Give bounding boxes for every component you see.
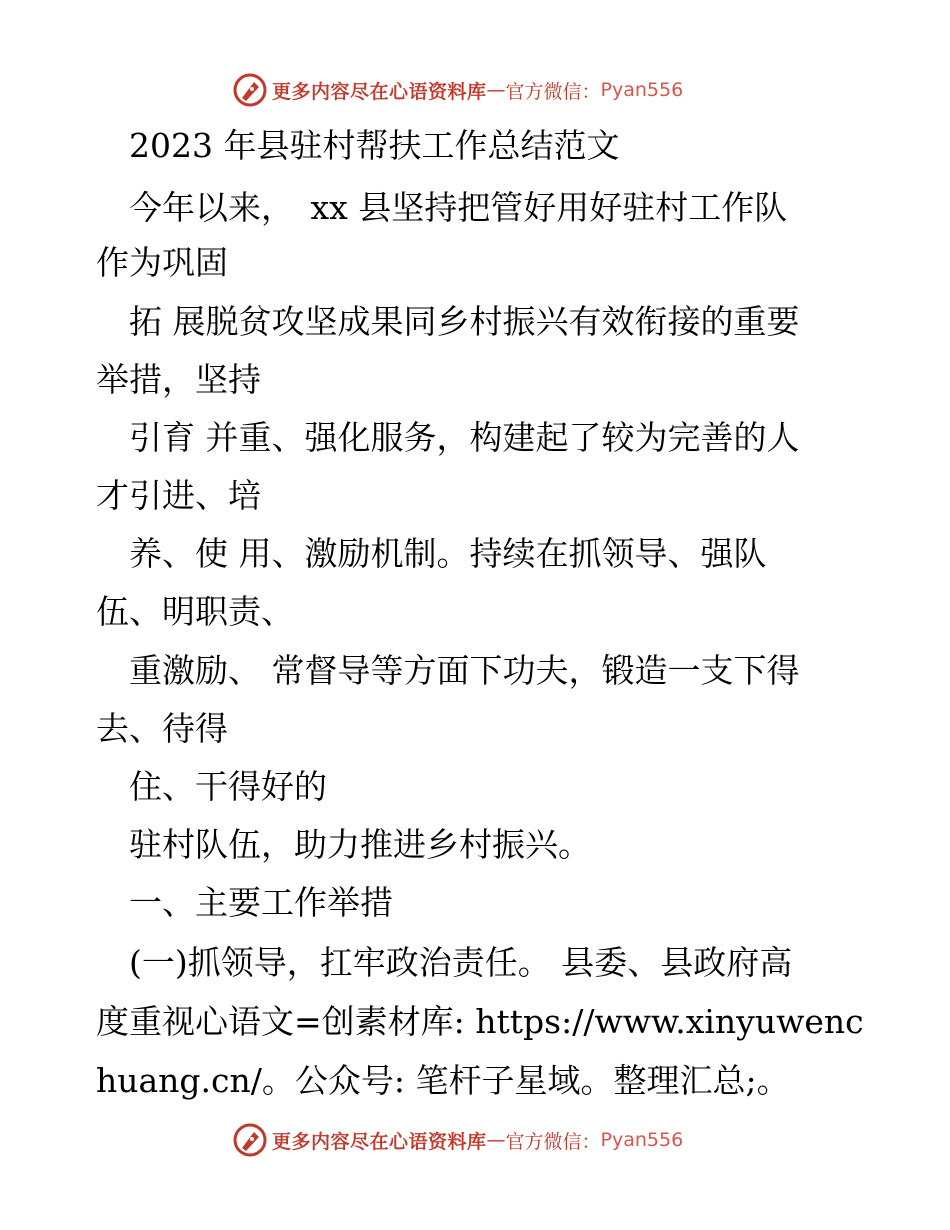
pen-nib-logo-icon	[232, 1122, 268, 1158]
banner-wechat-handle: Pyan556	[600, 79, 684, 101]
paragraph-line: 今年以来， xx 县坚持把管好用好驻村工作队	[96, 188, 788, 227]
paragraph-line: 驻村队伍，助力推进乡村振兴。	[96, 825, 591, 864]
paragraph-line: huang.cn/。公众号: 笔杆子星域。整理汇总;。	[96, 1061, 790, 1100]
paragraph-line: 度重视心语文=创素材库: https://www.xinyuwenc	[96, 1002, 864, 1041]
paragraph-line: 重激励、 常督导等方面下功夫，锻造一支下得	[96, 651, 800, 690]
paragraph-line: 引育 并重、强化服务，构建起了较为完善的人	[96, 418, 800, 457]
paragraph-line: (一)抓领导，扛牢政治责任。 县委、县政府高	[96, 943, 793, 982]
banner-wechat-label: 官方微信：	[505, 1130, 601, 1153]
banner-lead-text: 更多内容尽在心语资料库	[272, 80, 487, 103]
paragraph-line: 作为巩固	[96, 243, 228, 282]
section-heading: 一、主要工作举措	[96, 883, 393, 922]
banner-wechat-label: 官方微信：	[505, 80, 601, 103]
banner-dash: —	[486, 1129, 506, 1151]
banner-lead-text: 更多内容尽在心语资料库	[272, 1130, 487, 1153]
pen-nib-logo-icon	[232, 72, 268, 108]
paragraph-line: 住、干得好的	[96, 767, 327, 806]
document-title: 2023 年县驻村帮扶工作总结范文	[96, 126, 620, 165]
paragraph-line: 才引进、培	[96, 476, 261, 515]
banner-dash: —	[486, 79, 506, 101]
footer-watermark-banner	[232, 1120, 712, 1160]
paragraph-line: 去、待得	[96, 709, 228, 748]
banner-wechat-handle: Pyan556	[600, 1129, 684, 1151]
paragraph-line: 伍、明职责、	[96, 592, 294, 631]
paragraph-line: 拓 展脱贫攻坚成果同乡村振兴有效衔接的重要	[96, 302, 800, 341]
paragraph-line: 养、使 用、激励机制。持续在抓领导、强队	[96, 534, 767, 573]
paragraph-line: 举措，坚持	[96, 360, 261, 399]
header-watermark-banner	[232, 70, 712, 110]
